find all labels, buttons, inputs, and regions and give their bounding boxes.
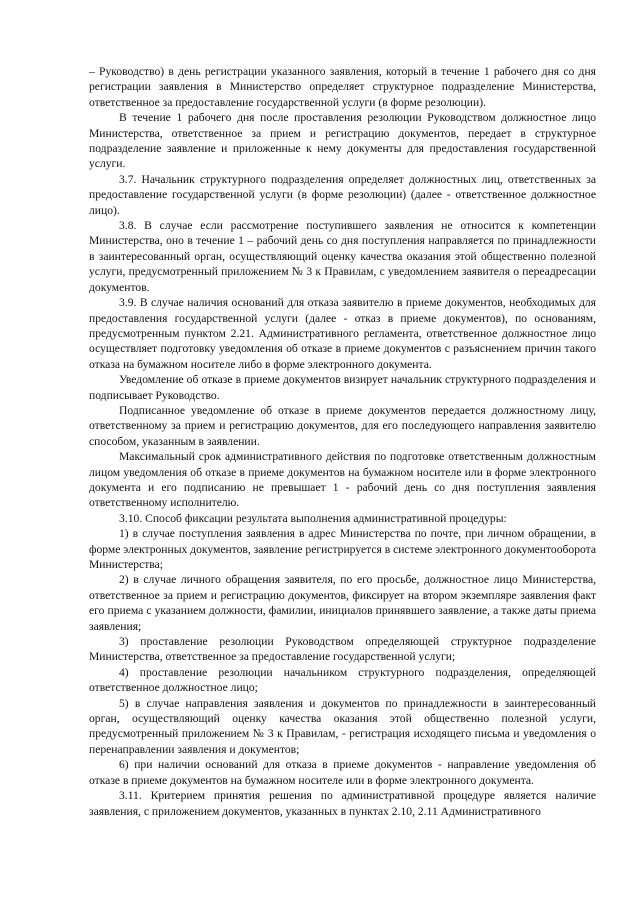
paragraph-continuation: – Руководство) в день регистрации указанного заявления, который в течение 1 рабочего дня со дня регистрации заявления в Министерство определяет структурное подразделение Министерства, ответственное за предоставление государственной услуги (в форме резолюции).: [89, 65, 596, 109]
paragraph-3-10: 3.10. Способ фиксации результата выполнения административной процедуры:: [119, 511, 507, 525]
paragraph-3-8: 3.8. В случае если рассмотрение поступившего заявления не относится к компетенции Министерства, оно в течение 1 – рабочий день со дня поступления направляется по принадлежности в заинтересованный орган, осуществляющий оценку качества оказания этой общественно полезной услуги, предусмотренный приложением № 3 к Правилам, с уведомлением заявителя о переадресации документов.: [89, 219, 596, 294]
list-item-6: 6) при наличии оснований для отказа в приеме документов - направление уведомления об отказе в приеме документов на бумажном носителе или в форме электронного документа.: [89, 758, 596, 787]
paragraph-refusal-transfer: Подписанное уведомление об отказе в приеме документов передается должностному лицу, ответственному за прием и регистрацию документов, для его последующего направления заявителю способом, указанным в заявлении.: [89, 403, 596, 448]
paragraph-refusal-approval: Уведомление об отказе в приеме документов визирует начальник структурного подразделения и подписывает Руководство.: [89, 373, 596, 402]
list-item-1: 1) в случае поступления заявления в адрес Министерства по почте, при личном обращении, в форме электронных документов, заявление регистрируется в системе электронного документооборота Министерства;: [89, 527, 597, 571]
list-item-2: 2) в случае личного обращения заявителя, по его просьбе, должностное лицо Министерства, ответственное за прием и регистрацию документов, фиксирует на втором экземпляре заявления факт его приема с указанием должности, фамилии, инициалов принявшего заявление, а также даты приема заявления;: [89, 573, 596, 633]
paragraph-3-11: 3.11. Критерием принятия решения по административной процедуре является наличие заявления, с приложением документов, указанных в пунктах 2.10, 2.11 Административного: [89, 789, 596, 818]
list-item-4: 4) проставление резолюции начальником структурного подразделения, определяющей ответственное должностное лицо;: [89, 665, 596, 695]
document-page: [89, 64, 596, 819]
list-item-5: 5) в случае направления заявления и документов по принадлежности в заинтересованный орган, осуществляющий оценку качества оказания этой общественно полезной услуги, предусмотренный приложением № 3 к Правилам, - регистрация исходящего письма и уведомления о перенаправлении заявления и документов;: [89, 696, 596, 756]
paragraph-max-term: Максимальный срок административного действия по подготовке ответственным должностным лицом уведомления об отказе в приеме документов на бумажном носителе или в форме электронного документа и его подписанию не превышает 1 - рабочий день со дня поступления заявления ответственному исполнителю.: [89, 450, 596, 510]
list-item-3: 3) проставление резолюции Руководством определяющей структурное подразделение Министерства, ответственное за предоставление государственной услуги;: [89, 635, 596, 664]
paragraph-3-9: 3.9. В случае наличия оснований для отказа заявителю в приеме документов, необходимых для предоставления государственной услуги (далее - отказ в приеме документов), по основаниям, предусмотренным пунктом 2.21. Административного регламента, ответственное должностное лицо осуществляет подготовку уведомления об отказе в приеме документов с разъяснением причин такого отказа на бумажном носителе либо в форме электронного документа.: [89, 296, 596, 371]
paragraph-resolution-transfer: В течение 1 рабочего дня после проставления резолюции Руководством должностное лицо Министерства, ответственное за прием и регистрацию документов, передает в структурное подразделение заявление и приложенные к нему документы для предоставления государственной услуги.: [89, 111, 596, 171]
paragraph-3-7: 3.7. Начальник структурного подразделения определяет должностных лиц, ответственных за предоставление государственной услуги (в форме резолюции) (далее - ответственное должностное лицо).: [89, 172, 596, 217]
